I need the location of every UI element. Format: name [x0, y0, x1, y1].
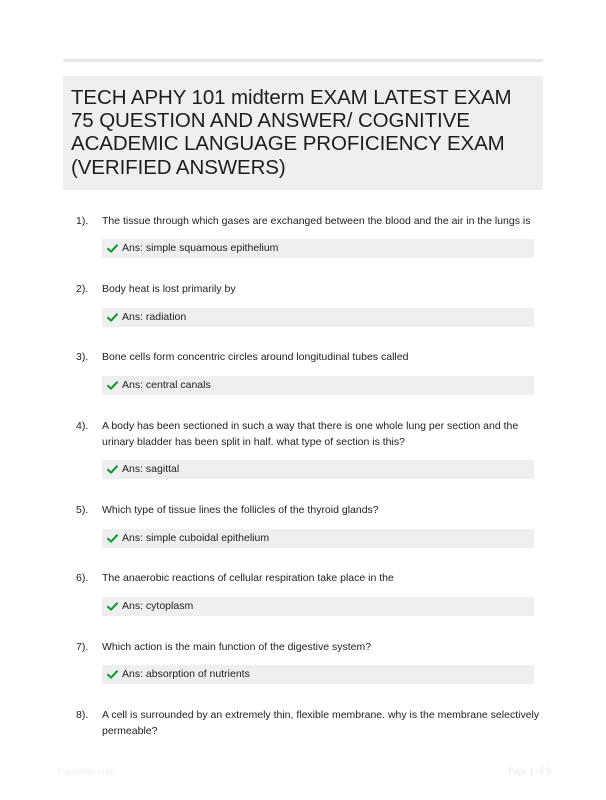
question-text: Body heat is lost primarily by: [102, 283, 236, 295]
checkmark-icon: [107, 243, 118, 254]
question-number: 6).: [76, 572, 89, 584]
title-banner: [63, 76, 543, 190]
answer-text: Ans: radiation: [122, 311, 187, 323]
checkmark-icon: [107, 464, 118, 475]
answer-text: Ans: simple squamous epithelium: [122, 242, 279, 254]
checkmark-icon: [107, 669, 118, 680]
checkmark-icon: [107, 380, 118, 391]
answer-text: Ans: cytoplasm: [122, 600, 194, 612]
answer-box: [102, 665, 534, 684]
question-text: Bone cells form concentric circles around longitudinal tubes called: [102, 351, 409, 363]
question-text: A body has been sectioned in such a way that there is one whole lung per section and the urinary bladder has been split in half. what type of section is this?: [102, 420, 519, 448]
question-number: 7).: [76, 641, 89, 653]
question-text: The anaerobic reactions of cellular respiration take place in the: [102, 572, 394, 584]
answer-box: [102, 597, 534, 616]
question-number: 3).: [76, 351, 89, 363]
answer-box: [102, 376, 534, 395]
question-number: 1).: [76, 215, 89, 227]
question-number: 5).: [76, 504, 89, 516]
question-number: 8).: [76, 709, 89, 721]
answer-box: [102, 239, 534, 258]
page-number: Page 1 of 9: [508, 767, 552, 777]
checkmark-icon: [107, 601, 118, 612]
document-title: TECH APHY 101 midterm EXAM LATEST EXAM 75 QUESTION AND ANSWER/ COGNITIVE ACADEMIC LANGUAGE PROFICIENCY EXAM (VERIFIED ANSWERS): [71, 86, 512, 179]
footer-watermark: PaperMill.com: [58, 767, 116, 777]
top-divider: [63, 59, 543, 62]
answer-text: Ans: simple cuboidal epithelium: [122, 532, 270, 544]
checkmark-icon: [107, 312, 118, 323]
question-text: Which type of tissue lines the follicles of the thyroid glands?: [102, 504, 379, 516]
answer-text: Ans: sagittal: [122, 463, 180, 475]
answer-box: [102, 308, 534, 327]
question-text: The tissue through which gases are exchanged between the blood and the air in the lungs is: [102, 215, 531, 227]
question-number: 4).: [76, 420, 89, 432]
answer-box: [102, 460, 534, 479]
answer-text: Ans: central canals: [122, 379, 211, 391]
answer-text: Ans: absorption of nutrients: [122, 668, 250, 680]
question-text: A cell is surrounded by an extremely thin, flexible membrane. why is the membrane selectively permeable?: [102, 709, 540, 737]
answer-box: [102, 529, 534, 548]
checkmark-icon: [107, 533, 118, 544]
question-text: Which action is the main function of the digestive system?: [102, 641, 372, 653]
question-number: 2).: [76, 283, 89, 295]
